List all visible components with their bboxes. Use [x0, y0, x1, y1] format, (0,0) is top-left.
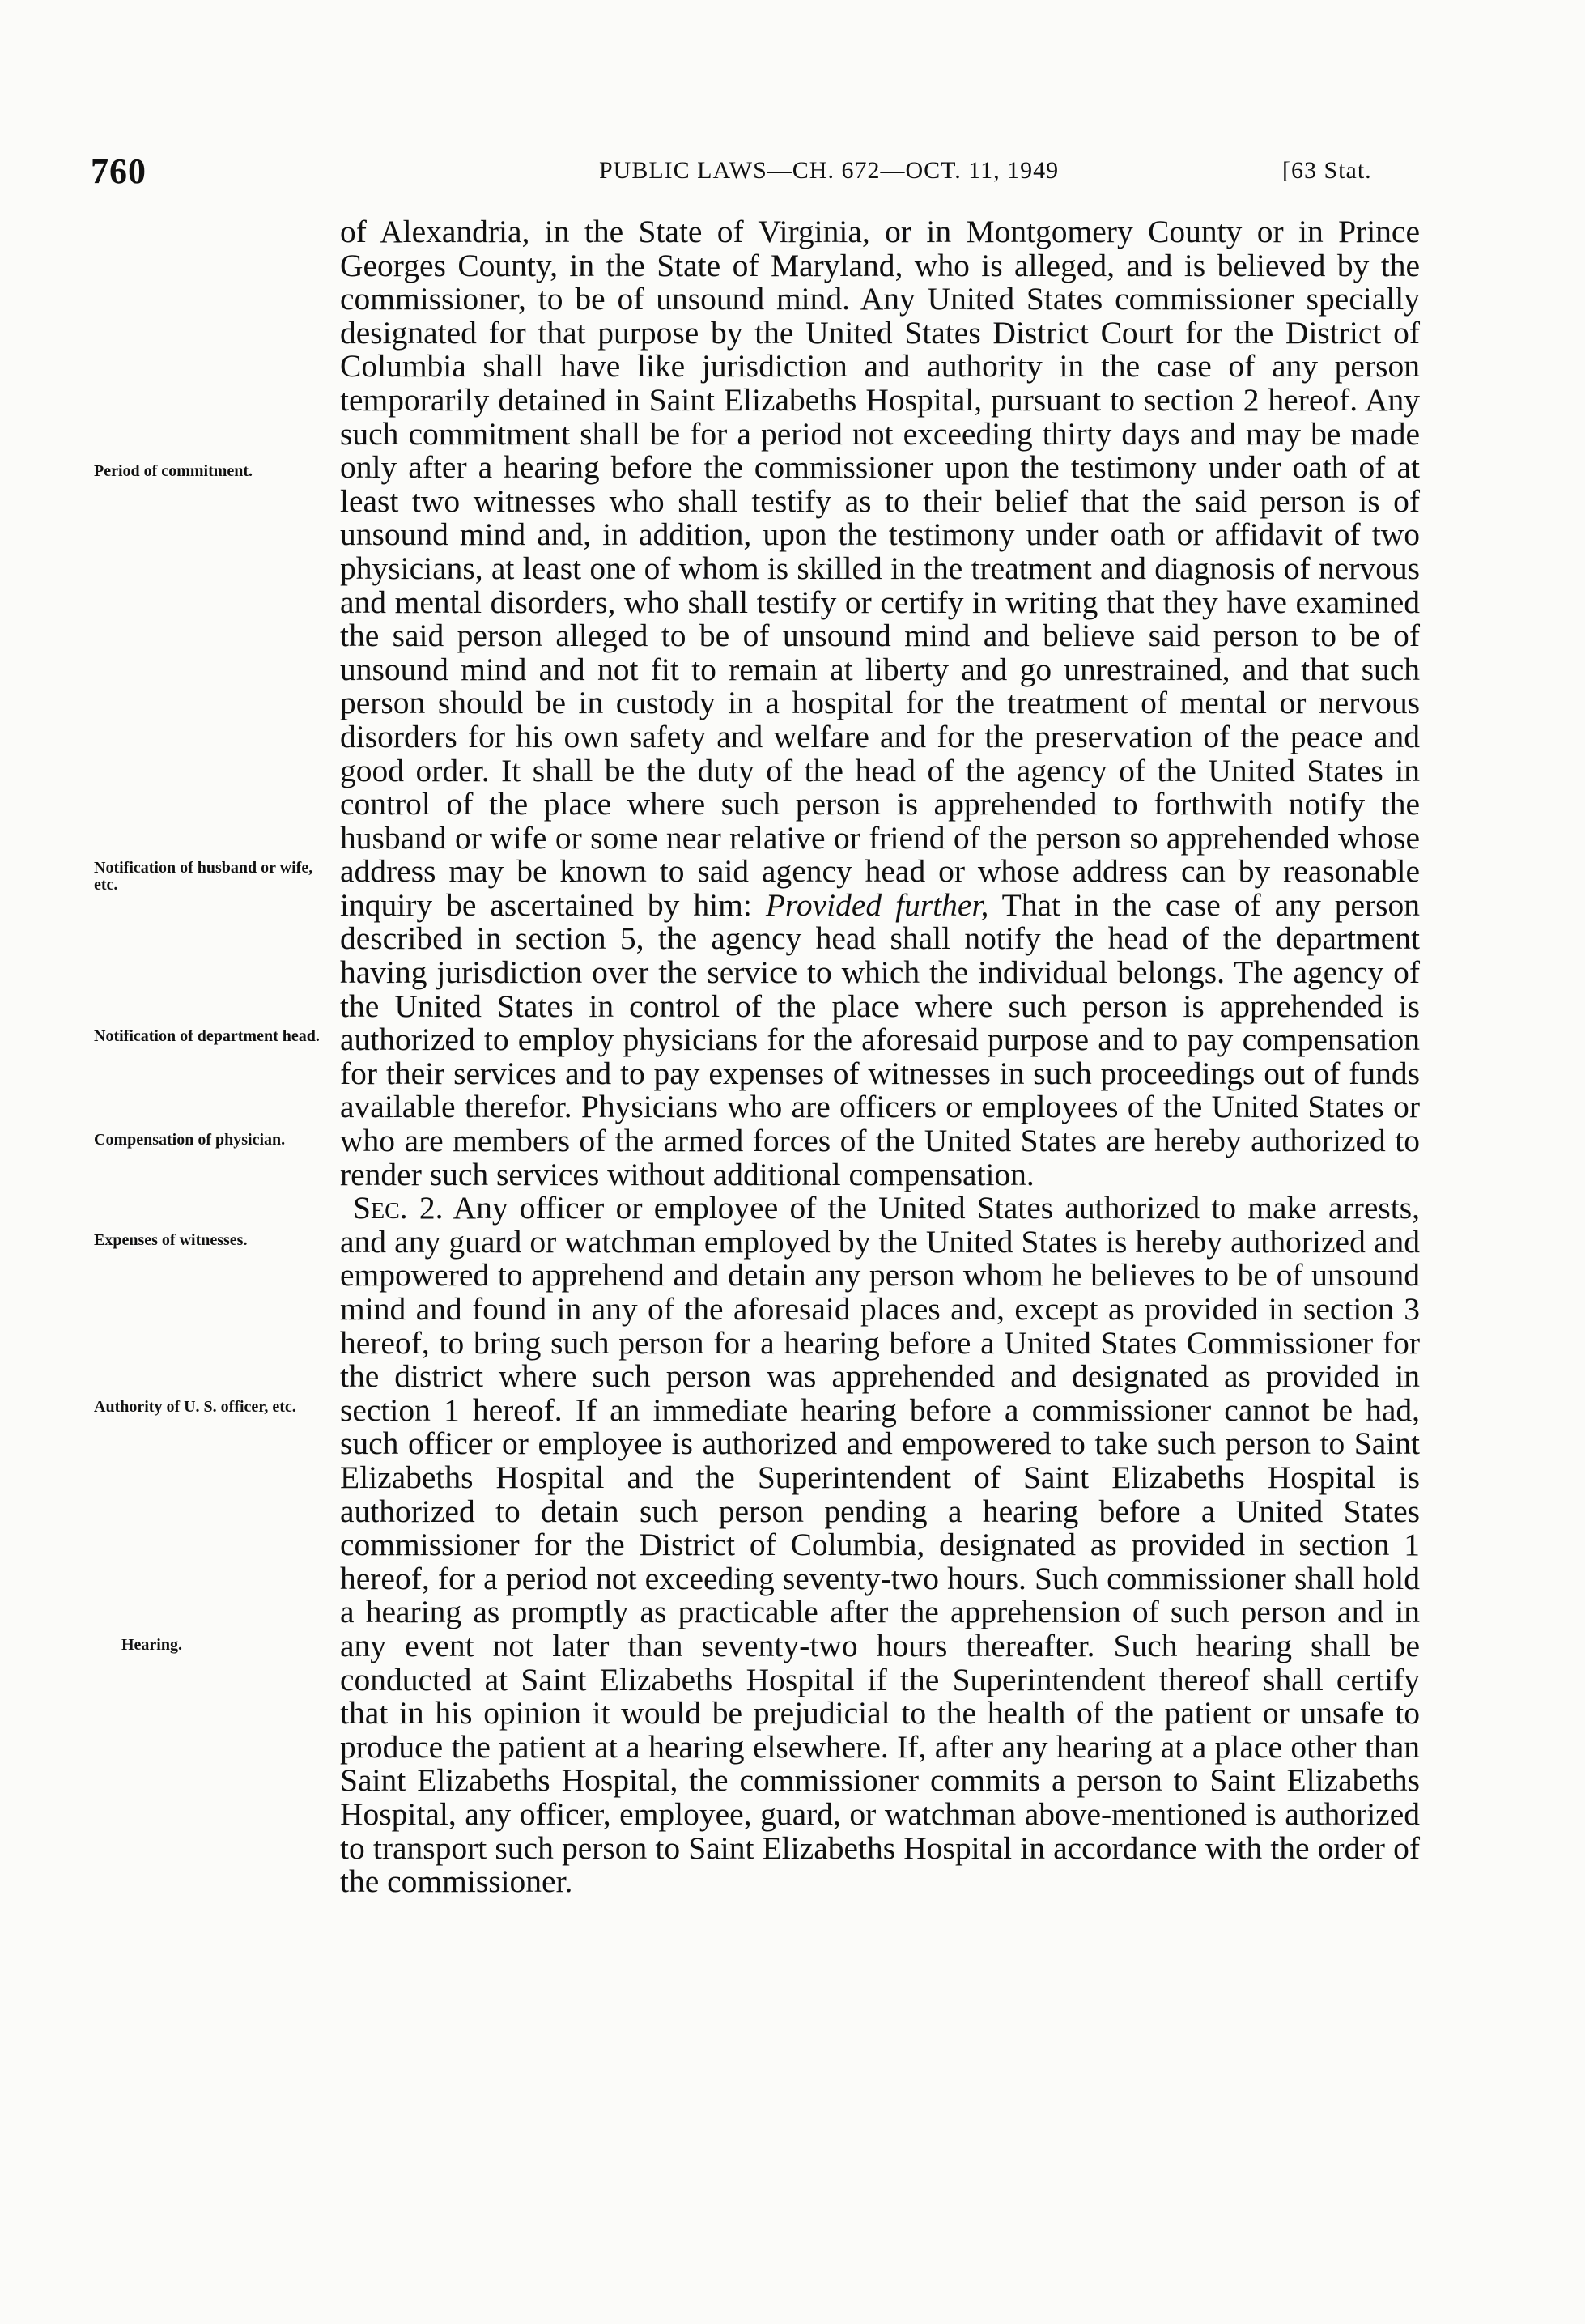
italic-proviso: Provided further,	[765, 886, 989, 923]
margin-note-hearing: Hearing.	[121, 1636, 182, 1654]
section-label: Sec. 2.	[353, 1190, 444, 1226]
margin-note-notification-of-department-head: Notification of department head.	[94, 1027, 320, 1045]
page-number: 760	[91, 151, 147, 191]
running-title: PUBLIC LAWS—CH. 672—OCT. 11, 1949	[599, 157, 1060, 184]
paragraph-section-2	[340, 1192, 1420, 1898]
paragraph-text-continued: That in the case of any person described in section 5, the agency head shall notify the head of the department having jurisdiction over the service to which the individual belongs. The agency of the United States in control of the place where such person is apprehended is authorized to employ physicians for the aforesaid purpose and to pay compensation for their services and to pay expenses of witnesses in such proceedings out of funds available therefor. Physicians who are officers or employees of the United States or who are members of the armed forces of the United States are hereby authorized to render such services without additional compensation.	[340, 886, 1420, 1192]
statute-reference: [63 Stat.	[1282, 157, 1372, 184]
paragraph-section-1-continued	[340, 215, 1420, 1192]
margin-note-authority-of-officer: Authority of U. S. officer, etc.	[94, 1398, 296, 1416]
margin-note-period-of-commitment: Period of commitment.	[94, 462, 253, 480]
paragraph-text: of Alexandria, in the State of Virginia, or in Montgomery County or in Prince Georges County, in the State of Maryland, who is alleged, and is believed by the commissioner, to be of unsound mind. Any United States commissioner specially designated for that purpose by the United States District Court for the District of Columbia shall have like jurisdiction and authority in the case of any person temporarily detained in Saint Elizabeths Hospital, pursuant to section 2 hereof. Any such commitment shall be for a period not exceeding thirty days and may be made only after a hearing before the commissioner upon the testimony under oath of at least two witnesses who shall testify as to their belief that the said person is of unsound mind and, in addition, upon the testimony under oath or affidavit of two physicians, at least one of whom is skilled in the treatment and diagnosis of nervous and mental disorders, who shall testify or certify in writing that they have examined the said person alleged to be of unsound mind and believe said person to be of unsound mind and not fit to remain at liberty and go unrestrained, and that such person should be in custody in a hospital for the treatment of mental or nervous disorders for his own safety and welfare and for the preservation of the peace and good order. It shall be the duty of the head of the agency of the United States in control of the place where such person is apprehended to forthwith notify the husband or wife or some near relative or friend of the person so apprehended whose address may be known to said agency head or whose address can by reasonable inquiry be ascertained by him:	[340, 214, 1420, 923]
body-text	[340, 215, 1420, 1899]
paragraph-text: Any officer or employee of the United States authorized to make arrests, and any guard or watchman employed by the United States is hereby authorized and empowered to apprehend and detain any person whom he believes to be of unsound mind and found in any of the aforesaid places and, except as provided in section 3 hereof, to bring such person for a hearing before a United States Commissioner for the district where such person was apprehended and designated as provided in section 1 hereof. If an immediate hearing before a commissioner cannot be had, such officer or employee is authorized and empowered to take such person to Saint Elizabeths Hospital and the Superintendent of Saint Elizabeths Hospital is authorized to detain such person pending a hearing before a United States commissioner for the District of Columbia, designated as provided in section 1 hereof, for a period not exceeding seventy-two hours. Such commissioner shall hold a hearing as promptly as practicable after the apprehension of such person and in any event not later than seventy-two hours thereafter. Such hearing shall be conducted at Saint Elizabeths Hospital if the Superintendent thereof shall certify that in his opinion it would be prejudicial to the health of the patient or unsafe to produce the patient at a hearing elsewhere. If, after any hearing at a place other than Saint Elizabeths Hospital, the commissioner commits a person to Saint Elizabeths Hospital, any officer, employee, guard, or watchman above-mentioned is authorized to transport such person to Saint Elizabeths Hospital in accordance with the order of the commissioner.	[340, 1190, 1421, 1900]
margin-note-compensation-of-physician: Compensation of physician.	[94, 1131, 286, 1149]
margin-note-notification-of-spouse: Notification of husband or wife, etc.	[94, 859, 313, 894]
margin-note-expenses-of-witnesses: Expenses of witnesses.	[94, 1231, 248, 1249]
page-header	[0, 151, 1585, 191]
